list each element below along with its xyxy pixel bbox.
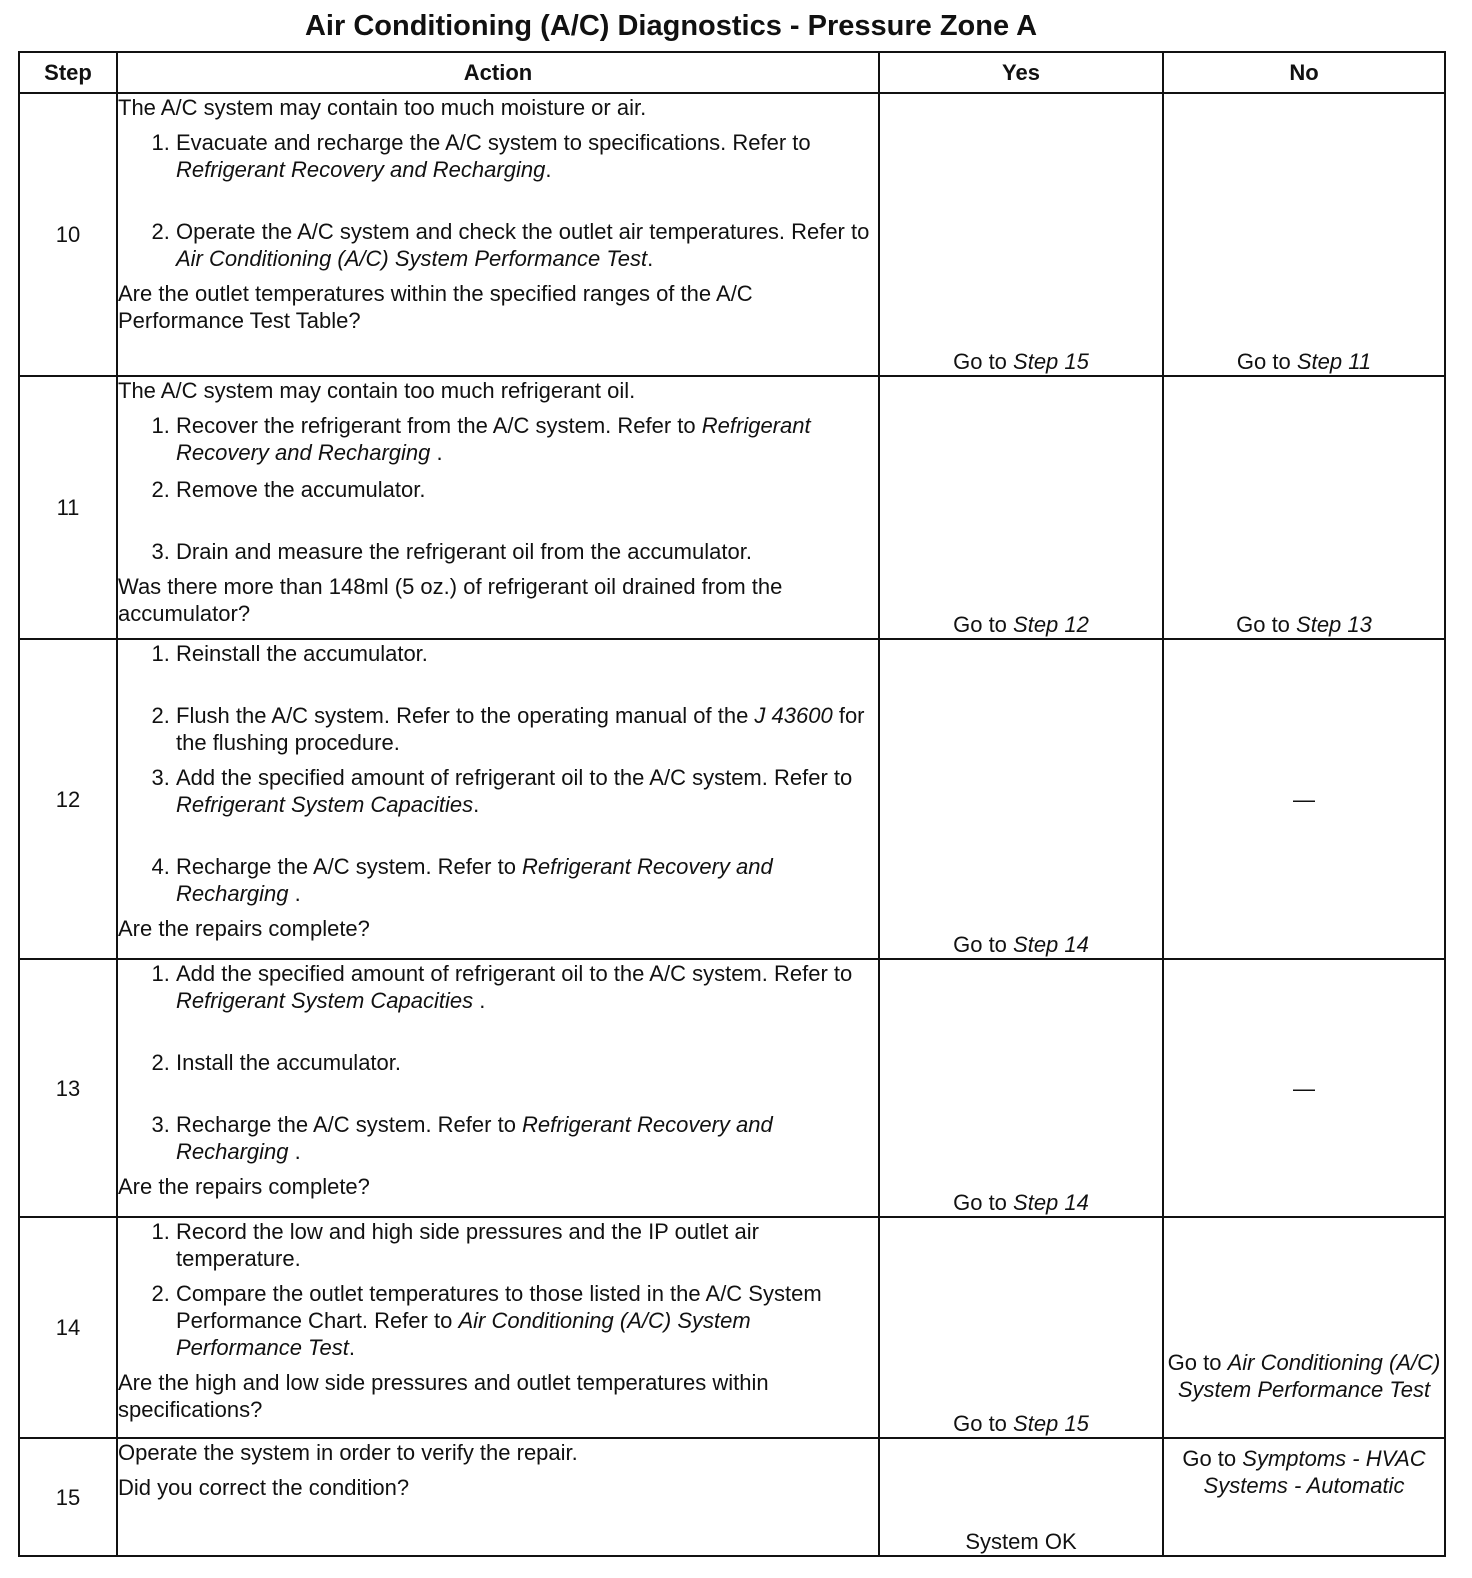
action-question: Are the repairs complete?: [118, 1174, 370, 1199]
table-row: [19, 1438, 1445, 1556]
action-step-item: 3. Recharge the A/C system. Refer to Refrigerant Recovery and Recharging .: [176, 1111, 878, 1165]
step-link: Step 15: [1013, 1411, 1089, 1436]
action-steps: [118, 960, 878, 1165]
table-row: [19, 376, 1445, 639]
header-no: No: [1163, 52, 1445, 93]
action-intro: The A/C system may contain too much moisture or air.: [118, 95, 647, 120]
step-number: 11: [19, 376, 117, 639]
procedure-link: Symptoms - HVAC Systems - Automatic: [1203, 1446, 1426, 1498]
header-step: Step: [19, 52, 117, 93]
action-steps: [118, 640, 878, 907]
yes-cell: Go to Step 15: [879, 1217, 1163, 1438]
yes-cell: System OK: [879, 1438, 1163, 1556]
action-steps: [118, 1218, 878, 1361]
header-action: Action: [117, 52, 879, 93]
action-step-item: 2. Operate the A/C system and check the outlet air temperatures. Refer to Air Conditioning (A/C) System Performance Test.: [176, 218, 878, 272]
action-step-item: 1. Record the low and high side pressures and the IP outlet air temperature.: [176, 1218, 878, 1272]
step-number: 15: [19, 1438, 117, 1556]
action-step-item: 3. Add the specified amount of refrigerant oil to the A/C system. Refer to Refrigerant System Capacities.: [176, 764, 878, 818]
action-steps: [118, 412, 878, 565]
action-cell: [117, 959, 879, 1217]
action-cell: [117, 1438, 879, 1556]
action-step-item: 2. Remove the accumulator.: [176, 476, 878, 503]
action-cell: [117, 376, 879, 639]
no-cell: —: [1163, 959, 1445, 1217]
step-link: Step 15: [1013, 349, 1089, 374]
diagnostic-table: [18, 51, 1446, 1557]
step-link: Step 13: [1296, 612, 1372, 637]
no-cell: Go to Step 11: [1163, 93, 1445, 376]
action-question: Are the repairs complete?: [118, 916, 370, 941]
procedure-link: Air Conditioning (A/C) System Performance Test: [1177, 1350, 1441, 1402]
action-question: Are the high and low side pressures and outlet temperatures within specifications?: [118, 1370, 769, 1422]
table-row: [19, 93, 1445, 376]
action-cell: [117, 639, 879, 959]
no-cell: Go to Air Conditioning (A/C) System Performance Test: [1163, 1217, 1445, 1438]
table-row: [19, 639, 1445, 959]
action-cell: [117, 93, 879, 376]
action-step-item: 4. Recharge the A/C system. Refer to Refrigerant Recovery and Recharging .: [176, 853, 878, 907]
step-number: 13: [19, 959, 117, 1217]
action-step-item: 1. Evacuate and recharge the A/C system to specifications. Refer to Refrigerant Recovery and Recharging.: [176, 129, 878, 183]
table-row: [19, 1217, 1445, 1438]
step-link: Step 12: [1013, 612, 1089, 637]
action-step-item: 2. Compare the outlet temperatures to those listed in the A/C System Performance Chart. Refer to Air Conditioning (A/C) System Performance Test.: [176, 1280, 878, 1361]
action-step-item: 3. Drain and measure the refrigerant oil from the accumulator.: [176, 538, 878, 565]
step-link: Step 14: [1013, 1190, 1089, 1215]
yes-cell: Go to Step 15: [879, 93, 1163, 376]
action-step-item: 1. Reinstall the accumulator.: [176, 640, 878, 667]
yes-cell: Go to Step 14: [879, 959, 1163, 1217]
yes-cell: Go to Step 12: [879, 376, 1163, 639]
action-intro: The A/C system may contain too much refrigerant oil.: [118, 378, 636, 403]
no-cell: Go to Symptoms - HVAC Systems - Automatic: [1163, 1438, 1445, 1556]
table-row: [19, 959, 1445, 1217]
no-cell: —: [1163, 639, 1445, 959]
action-question: Are the outlet temperatures within the specified ranges of the A/C Performance Test Table?: [118, 281, 753, 333]
action-step-item: 2. Flush the A/C system. Refer to the operating manual of the J 43600 for the flushing procedure.: [176, 702, 878, 756]
no-cell: Go to Step 13: [1163, 376, 1445, 639]
step-number: 14: [19, 1217, 117, 1438]
header-yes: Yes: [879, 52, 1163, 93]
header-row: [19, 52, 1445, 93]
action-intro: Operate the system in order to verify the repair.: [118, 1440, 578, 1465]
yes-cell: Go to Step 14: [879, 639, 1163, 959]
action-steps: [118, 129, 878, 272]
action-step-item: 1. Recover the refrigerant from the A/C system. Refer to Refrigerant Recovery and Recharging .: [176, 412, 878, 466]
page-title: Air Conditioning (A/C) Diagnostics - Pressure Zone A: [304, 10, 1038, 42]
step-number: 12: [19, 639, 117, 959]
action-step-item: 1. Add the specified amount of refrigerant oil to the A/C system. Refer to Refrigerant System Capacities .: [176, 960, 878, 1014]
step-link: Step 11: [1296, 349, 1372, 374]
action-step-item: 2. Install the accumulator.: [176, 1049, 878, 1076]
step-number: 10: [19, 93, 117, 376]
action-question: Did you correct the condition?: [118, 1475, 410, 1500]
step-link: Step 14: [1013, 932, 1089, 957]
action-cell: [117, 1217, 879, 1438]
action-question: Was there more than 148ml (5 oz.) of refrigerant oil drained from the accumulator?: [118, 574, 783, 626]
